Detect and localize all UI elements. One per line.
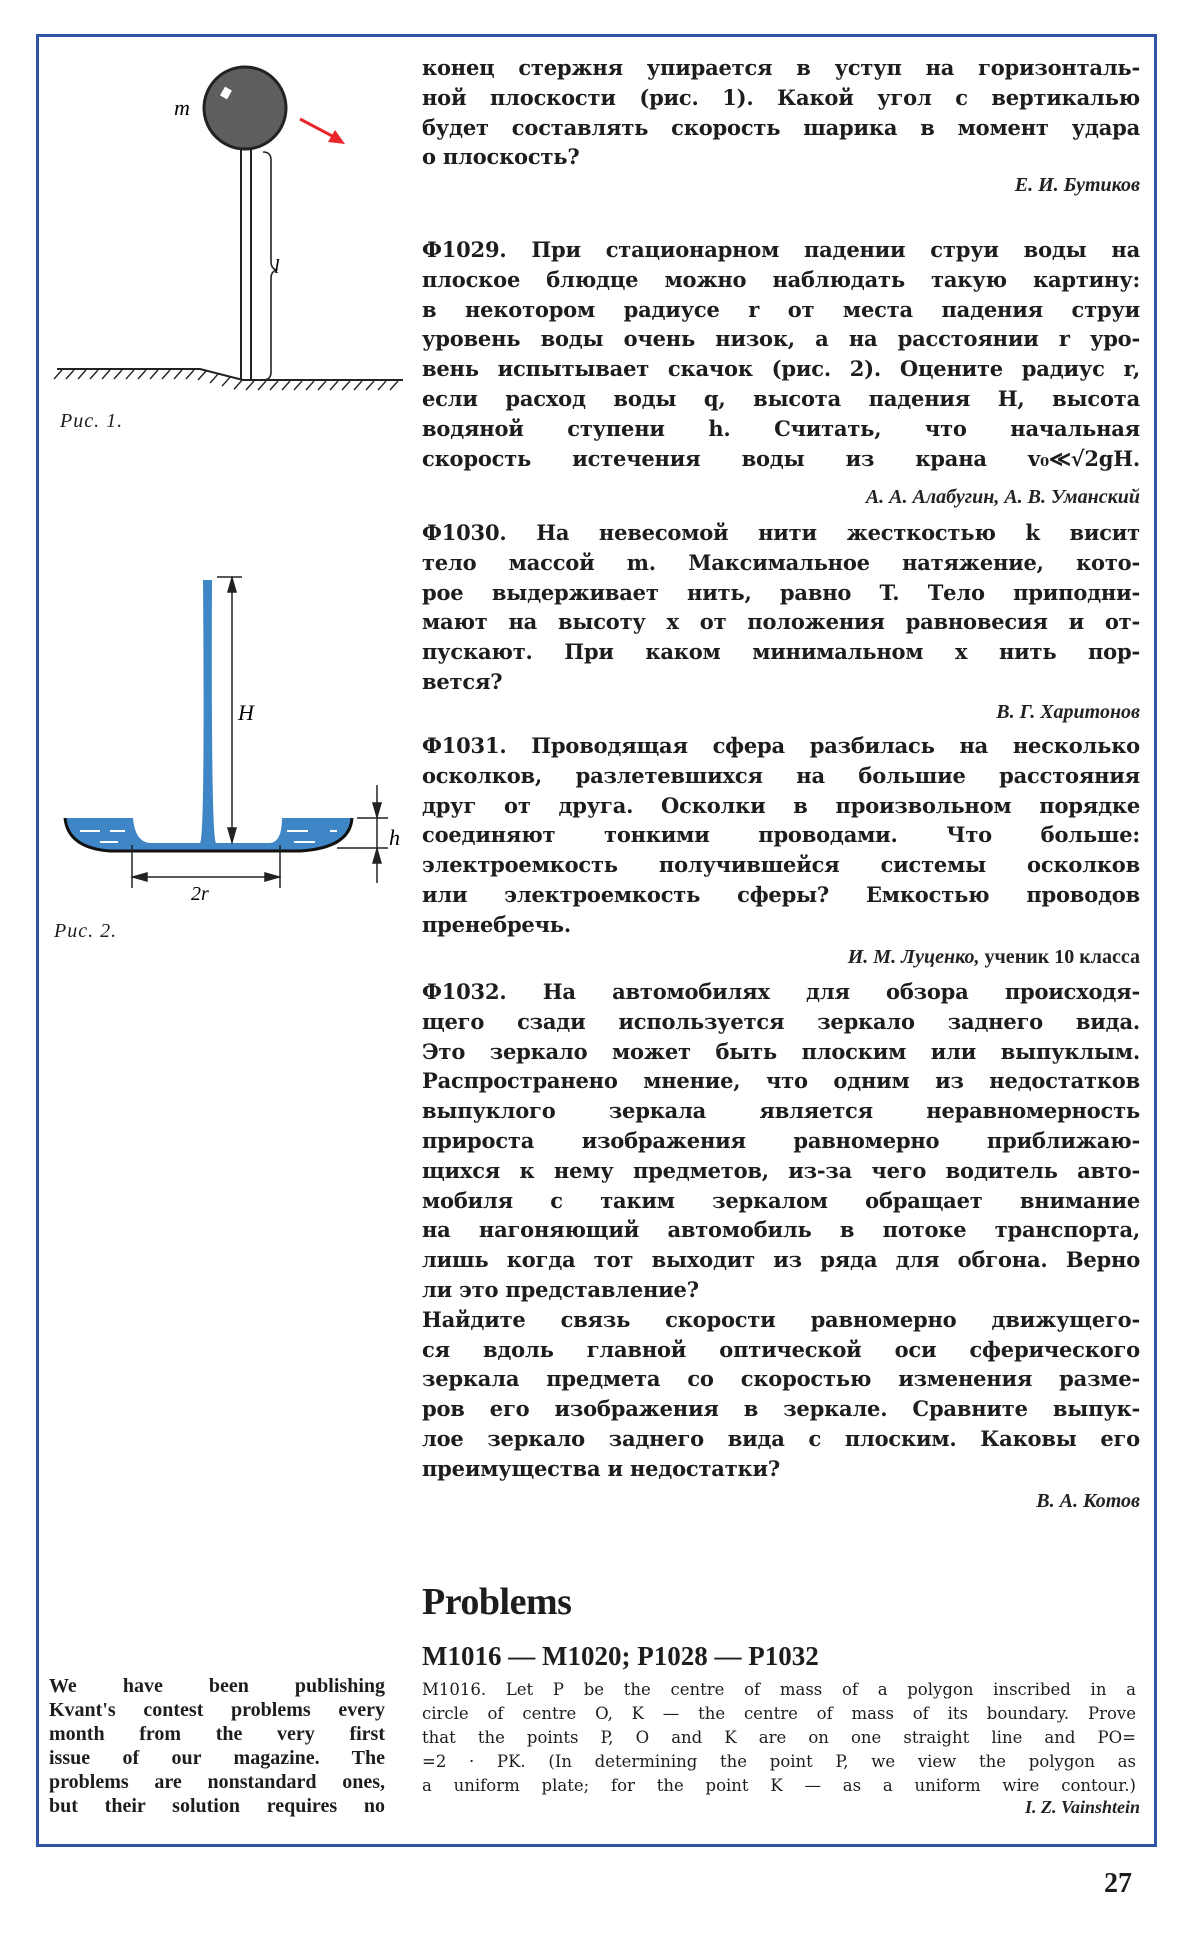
author-m1016: I. Z. Vainshtein xyxy=(1024,1797,1140,1817)
author-name: В. А. Котов xyxy=(1036,1490,1140,1512)
text-line: Это зеркало может быть плоским или выпуклым. xyxy=(422,1038,1140,1064)
figure-2-water-jet xyxy=(0,0,440,960)
line-text: Проводящая сфера разбилась на несколько xyxy=(531,733,1140,758)
author-name: В. Г. Харитонов xyxy=(996,701,1140,723)
text-line: скорость истечения воды из крана v₀≪√2gH. xyxy=(422,445,1140,471)
text-line xyxy=(422,731,1140,761)
problem-m1016 xyxy=(422,1678,1136,1798)
text-line: водяной ступени h. Считать, что начальная xyxy=(422,415,1140,441)
text-line: пускают. При каком минимальном x нить пор- xyxy=(422,639,1140,665)
text-line xyxy=(422,518,1140,548)
intro-text xyxy=(49,1674,385,1818)
text-line: ров его изображения в зеркале. Сравните выпук- xyxy=(422,1396,1140,1422)
text-line: или электроемкость сферы? Емкостью проводов xyxy=(422,881,1140,907)
text-line: рое выдерживает нить, равно T. Тело приподни- xyxy=(422,579,1140,605)
continuation-paragraph xyxy=(422,53,1140,172)
problem-number: Ф1032. xyxy=(422,979,507,1004)
text-line: пренебречь. xyxy=(422,911,571,937)
text-line: вень испытывает скачок (рис. 2). Оцените радиус r, xyxy=(422,356,1140,382)
text-line: M1016. Let P be the centre of mass of a polygon inscribed in a xyxy=(422,1680,1136,1699)
text-line: если расход воды q, высота падения H, высота xyxy=(422,385,1140,411)
text-line: электроемкость получившейся системы осколков xyxy=(422,852,1140,878)
text-line: problems are nonstandard ones, xyxy=(49,1771,385,1793)
text-line: Найдите связь скорости равномерно движущего- xyxy=(422,1306,1140,1332)
mass-label: m xyxy=(174,95,190,120)
text-line: вется? xyxy=(422,668,503,694)
text-line: зеркала предмета со скоростью изменения разме- xyxy=(422,1366,1140,1392)
text-line: прироста изображения равномерно приближаю- xyxy=(422,1127,1140,1153)
text-line: на нагоняющий автомобиль в потоке транспорта, xyxy=(422,1217,1140,1243)
text-line: =2 · PK. (In determining the point P, we view the polygon as xyxy=(422,1752,1136,1771)
text-line: ной плоскости (рис. 1). Какой угол с вертикалью xyxy=(422,84,1140,110)
text-line: щего сзади используется зеркало заднего вида. xyxy=(422,1008,1140,1034)
author-name: И. М. Луценко, xyxy=(847,946,980,968)
text-line: друг от друга. Осколки в произвольном порядке xyxy=(422,792,1140,818)
text-line xyxy=(422,235,1140,265)
author-f1029 xyxy=(866,486,1140,509)
length-label: l xyxy=(274,256,280,278)
problem-f1032 xyxy=(422,977,1140,1484)
text-line: конец стержня упирается в уступ на горизонталь- xyxy=(422,55,1140,80)
text-line: month from the very first xyxy=(49,1723,385,1745)
text-line: мают на высоту x от положения равновесия и от- xyxy=(422,609,1140,635)
text-line xyxy=(422,977,1140,1007)
text-line: мобиля с таким зеркалом обращает внимание xyxy=(422,1187,1140,1213)
line-text: На невесомой нити жесткостью k висит xyxy=(536,520,1140,545)
text-line: Распространено мнение, что одним из недостатков xyxy=(422,1068,1140,1094)
step-label: h xyxy=(389,825,400,850)
section-heading: Problems xyxy=(422,1581,572,1623)
text-line: circle of centre O, K — the centre of mass of its boundary. Prove xyxy=(422,1704,1136,1723)
problem-number: Ф1030. xyxy=(422,520,507,545)
text-line: соединяют тонкими проводами. Что больше: xyxy=(422,822,1140,848)
problem-range-heading: M1016 — M1020; P1028 — P1032 xyxy=(422,1641,819,1671)
text-line: уровень воды очень низок, а на расстоянии r уро- xyxy=(422,326,1140,352)
line-text: На автомобилях для обзора происходя- xyxy=(542,979,1140,1004)
radius-label: 2r xyxy=(191,883,209,905)
problem-f1029 xyxy=(422,235,1140,473)
author-f1032 xyxy=(1036,1490,1140,1513)
problem-number: Ф1029. xyxy=(422,237,507,262)
text-line: ся вдоль главной оптической оси сферического xyxy=(422,1336,1140,1362)
problem-number: Ф1031. xyxy=(422,733,507,758)
text-line: выпуклого зеркала является неравномерность xyxy=(422,1098,1140,1124)
author-butikov: Е. И. Бутиков xyxy=(1014,174,1140,196)
page-number: 27 xyxy=(1104,1868,1132,1899)
figure-1-caption: Рис. 1. xyxy=(60,410,124,432)
text-line: преимущества и недостатки? xyxy=(422,1455,780,1481)
text-line: щихся к нему предметов, из-за чего водитель авто- xyxy=(422,1157,1140,1183)
text-line: We have been publishing xyxy=(49,1675,385,1697)
text-line: лое зеркало заднего вида с плоским. Каковы его xyxy=(422,1425,1140,1451)
text-line: о плоскость? xyxy=(422,144,580,170)
height-label: H xyxy=(238,700,254,725)
text-line: issue of our magazine. The xyxy=(49,1747,385,1769)
author-name: А. А. Алабугин, А. В. Уманский xyxy=(865,486,1140,508)
figure-2-caption: Рис. 2. xyxy=(54,920,118,942)
text-line: лишь когда тот выходит из ряда для обгона. Верно xyxy=(422,1247,1140,1273)
text-line: осколков, разлетевшихся на большие расстояния xyxy=(422,762,1140,788)
text-line: Kvant's contest problems every xyxy=(49,1699,385,1721)
problem-f1031 xyxy=(422,731,1140,940)
text-line: a uniform plate; for the point K — as a uniform wire contour.) xyxy=(422,1776,1136,1795)
text-line: будет составлять скорость шарика в момент удара xyxy=(422,114,1140,140)
text-line: but their solution requires no xyxy=(49,1795,385,1817)
problem-f1030 xyxy=(422,518,1140,697)
text-line: ли это представление? xyxy=(422,1276,699,1302)
text-line: that the points P, O and K are on one straight line and PO= xyxy=(422,1728,1136,1747)
text-line: в некотором радиусе r от места падения струи xyxy=(422,296,1140,322)
line-text: При стационарном падении струи воды на xyxy=(531,237,1140,262)
author-f1031 xyxy=(848,946,1140,969)
author-affiliation: ученик 10 класса xyxy=(979,946,1140,968)
text-line: плоское блюдце можно наблюдать такую картину: xyxy=(422,266,1140,292)
text-line: тело массой m. Максимальное натяжение, кото- xyxy=(422,549,1140,575)
author-f1030 xyxy=(996,701,1140,724)
